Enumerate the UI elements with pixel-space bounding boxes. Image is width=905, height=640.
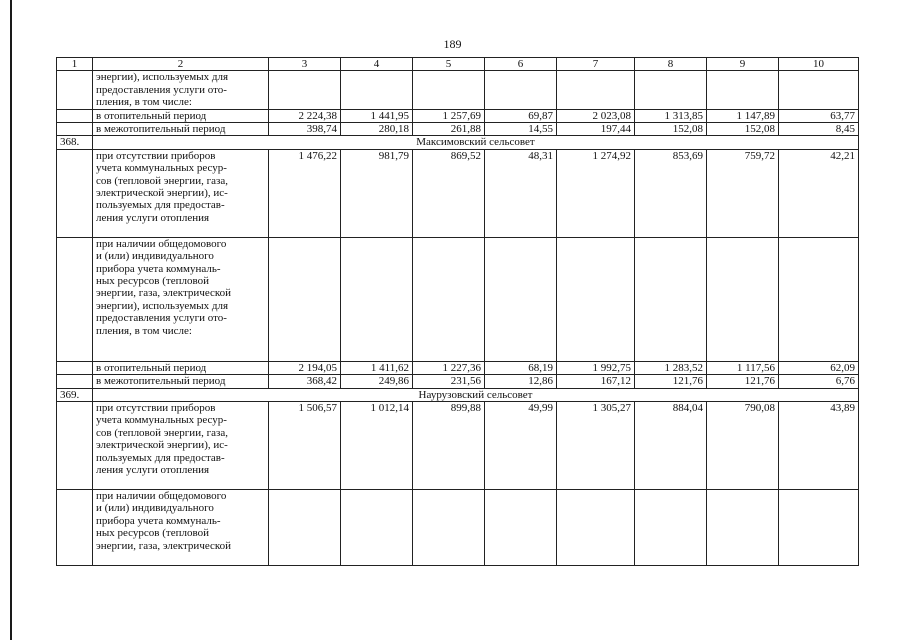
table-cell [341, 490, 413, 566]
column-header-1: 1 [57, 58, 93, 71]
table-cell: 121,76 [635, 375, 707, 388]
table-row [57, 237, 859, 361]
table-row [57, 123, 859, 136]
table-cell [269, 71, 341, 109]
table-cell [57, 123, 93, 136]
table-row [57, 375, 859, 388]
section-number: 368. [57, 136, 93, 149]
table-cell: 981,79 [341, 149, 413, 237]
table-cell [707, 490, 779, 566]
table-cell: 48,31 [485, 149, 557, 237]
table-cell [779, 237, 859, 361]
table-cell: 8,45 [779, 123, 859, 136]
table-cell: 899,88 [413, 402, 485, 490]
column-header-4: 4 [341, 58, 413, 71]
table-cell: 1 117,56 [707, 361, 779, 374]
table-cell [57, 109, 93, 122]
table-cell: 1 305,27 [557, 402, 635, 490]
row-description: в отопительный период [93, 361, 269, 374]
table-cell [779, 71, 859, 109]
table-cell: 43,89 [779, 402, 859, 490]
table-cell [57, 361, 93, 374]
table-row [57, 402, 859, 490]
table-cell: 1 147,89 [707, 109, 779, 122]
table-cell [707, 237, 779, 361]
table-cell: 398,74 [269, 123, 341, 136]
table-cell: 152,08 [707, 123, 779, 136]
table-cell [57, 402, 93, 490]
table-cell: 1 012,14 [341, 402, 413, 490]
table-cell: 1 227,36 [413, 361, 485, 374]
table-cell: 62,09 [779, 361, 859, 374]
column-header-5: 5 [413, 58, 485, 71]
tariff-table [56, 57, 859, 566]
table-cell [57, 71, 93, 109]
table-cell [557, 71, 635, 109]
table-row [57, 361, 859, 374]
table-cell [635, 490, 707, 566]
row-description: в отопительный период [93, 109, 269, 122]
section-row [57, 388, 859, 401]
table-cell [413, 237, 485, 361]
table-cell [707, 71, 779, 109]
column-header-10: 10 [779, 58, 859, 71]
table-cell: 121,76 [707, 375, 779, 388]
column-header-6: 6 [485, 58, 557, 71]
table-cell: 790,08 [707, 402, 779, 490]
table-cell: 68,19 [485, 361, 557, 374]
section-row [57, 136, 859, 149]
table-cell: 6,76 [779, 375, 859, 388]
table-cell: 152,08 [635, 123, 707, 136]
table-row [57, 490, 859, 566]
table-cell: 368,42 [269, 375, 341, 388]
table-cell [57, 490, 93, 566]
table-cell [557, 490, 635, 566]
table-cell [557, 237, 635, 361]
table-cell: 2 023,08 [557, 109, 635, 122]
row-description: в межотопительный период [93, 375, 269, 388]
table-cell: 14,55 [485, 123, 557, 136]
table-cell [57, 149, 93, 237]
table-cell: 853,69 [635, 149, 707, 237]
table-cell: 1 992,75 [557, 361, 635, 374]
column-header-2: 2 [93, 58, 269, 71]
table-cell: 12,86 [485, 375, 557, 388]
row-description: в межотопительный период [93, 123, 269, 136]
table-cell: 63,77 [779, 109, 859, 122]
table-cell: 1 476,22 [269, 149, 341, 237]
table-cell: 69,87 [485, 109, 557, 122]
table-cell: 1 441,95 [341, 109, 413, 122]
table-cell: 1 506,57 [269, 402, 341, 490]
table-cell [635, 71, 707, 109]
table-cell: 42,21 [779, 149, 859, 237]
row-description: при отсутствии приборов учета коммунальных ресур- сов (тепловой энергии, газа, электрической энергии), ис- пользуемых для предостав- ления услуги отопления [93, 402, 269, 490]
table-cell [269, 490, 341, 566]
table-cell: 1 313,85 [635, 109, 707, 122]
table-cell: 49,99 [485, 402, 557, 490]
table-cell: 249,86 [341, 375, 413, 388]
page-number: 189 [443, 37, 462, 51]
table-cell [413, 71, 485, 109]
table-cell: 261,88 [413, 123, 485, 136]
page-edge-line [10, 0, 12, 640]
table-cell: 280,18 [341, 123, 413, 136]
table-cell: 197,44 [557, 123, 635, 136]
column-header-9: 9 [707, 58, 779, 71]
table-cell [413, 490, 485, 566]
table-cell [485, 237, 557, 361]
table-cell [341, 237, 413, 361]
table-cell: 1 257,69 [413, 109, 485, 122]
table-cell [779, 490, 859, 566]
table-cell: 1 411,62 [341, 361, 413, 374]
row-description: при наличии общедомового и (или) индивидуального прибора учета коммуналь- ных ресурсов (тепловой энергии, газа, электрической [93, 490, 269, 566]
section-title: Максимовский сельсовет [93, 136, 859, 149]
table-row [57, 149, 859, 237]
column-header-3: 3 [269, 58, 341, 71]
table-cell: 2 224,38 [269, 109, 341, 122]
section-number: 369. [57, 388, 93, 401]
table-cell: 231,56 [413, 375, 485, 388]
column-header-8: 8 [635, 58, 707, 71]
table-cell: 167,12 [557, 375, 635, 388]
table-cell [485, 490, 557, 566]
table-cell [485, 71, 557, 109]
table-cell [57, 375, 93, 388]
row-description: при наличии общедомового и (или) индивидуального прибора учета коммуналь- ных ресурсов (тепловой энергии, газа, электрической энергии), используемых для предоставления услуги ото- пления, в том числе: [93, 237, 269, 361]
table-cell [57, 237, 93, 361]
table-cell: 1 283,52 [635, 361, 707, 374]
table-cell: 1 274,92 [557, 149, 635, 237]
table-cell [341, 71, 413, 109]
section-title: Наурузовский сельсовет [93, 388, 859, 401]
table-cell [269, 237, 341, 361]
row-description: энергии), используемых для предоставления услуги ото- пления, в том числе: [93, 71, 269, 109]
header-row [57, 58, 859, 71]
table-cell: 869,52 [413, 149, 485, 237]
table-row [57, 71, 859, 109]
table-cell: 2 194,05 [269, 361, 341, 374]
table-cell: 759,72 [707, 149, 779, 237]
table-cell: 884,04 [635, 402, 707, 490]
column-header-7: 7 [557, 58, 635, 71]
table-row [57, 109, 859, 122]
row-description: при отсутствии приборов учета коммунальных ресур- сов (тепловой энергии, газа, электрической энергии), ис- пользуемых для предостав- ления услуги отопления [93, 149, 269, 237]
table-cell [635, 237, 707, 361]
